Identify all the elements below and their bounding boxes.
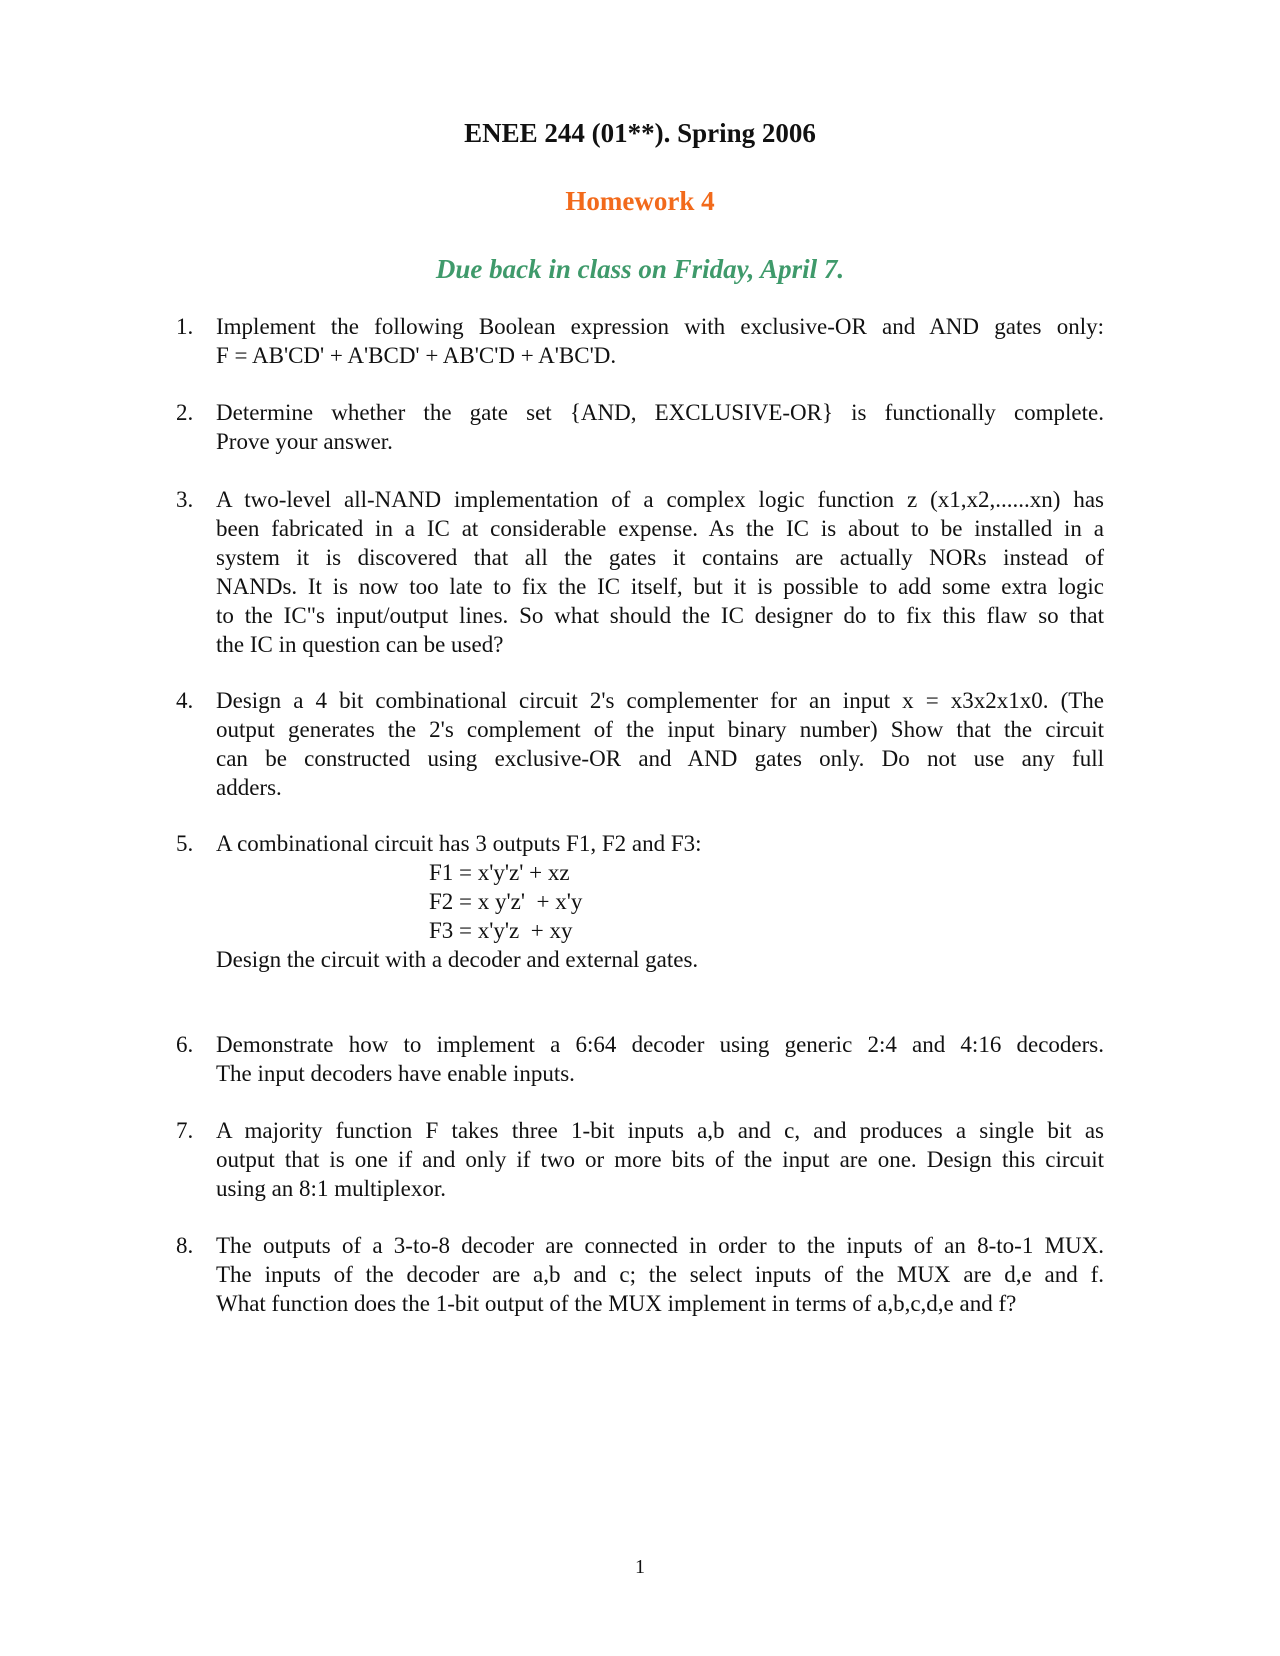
problem-line: the IC in question can be used? <box>216 632 504 657</box>
problem-line: A majority function F takes three 1-bit inputs a,b and c, and produces a single bit as <box>216 1118 1104 1143</box>
problem-line: to the IC"s input/output lines. So what should the IC designer do to fix this flaw so that <box>216 603 1104 628</box>
formula-f3: F3 = x'y'z + xy <box>429 918 573 943</box>
problem-line: Prove your answer. <box>216 429 393 454</box>
problem-line: output generates the 2's complement of the input binary number) Show that the circuit <box>216 717 1104 742</box>
problem-number: 2. <box>176 400 194 425</box>
problem-line: can be constructed using exclusive-OR and AND gates only. Do not use any full <box>216 746 1104 771</box>
problem-number: 5. <box>176 831 194 856</box>
problem-text <box>216 686 1104 802</box>
problem-line: The inputs of the decoder are a,b and c; the select inputs of the MUX are d,e and f. <box>216 1262 1104 1287</box>
homework-title: Homework 4 <box>565 186 715 216</box>
problem-line: adders. <box>216 775 282 800</box>
page-number: 1 <box>635 1556 645 1578</box>
formula-f2: F2 = x y'z' + x'y <box>429 889 583 914</box>
problem-line: A two-level all-NAND implementation of a complex logic function z (x1,x2,......xn) has <box>216 487 1104 512</box>
course-title: ENEE 244 (01**). Spring 2006 <box>464 118 816 148</box>
problem-line: Design a 4 bit combinational circuit 2's complementer for an input x = x3x2x1x0. (The <box>216 688 1104 713</box>
problem-line: Implement the following Boolean expression with exclusive-OR and AND gates only: <box>216 314 1104 339</box>
problem-line: using an 8:1 multiplexor. <box>216 1176 446 1201</box>
problem-text <box>216 398 1104 456</box>
problem-line: A combinational circuit has 3 outputs F1, F2 and F3: <box>216 831 702 856</box>
problem-line: F = AB'CD' + A'BCD' + AB'C'D + A'BC'D. <box>216 343 617 368</box>
problem-line: The input decoders have enable inputs. <box>216 1061 575 1086</box>
problem-line: Demonstrate how to implement a 6:64 decoder using generic 2:4 and 4:16 decoders. <box>216 1032 1104 1057</box>
problem-line: output that is one if and only if two or more bits of the input are one. Design this circuit <box>216 1147 1104 1172</box>
problem-text <box>216 1116 1104 1203</box>
problem-line: been fabricated in a IC at considerable expense. As the IC is about to be installed in a <box>216 516 1104 541</box>
problem-number: 6. <box>176 1032 194 1057</box>
problem-line: NANDs. It is now too late to fix the IC itself, but it is possible to add some extra logic <box>216 574 1104 599</box>
problem-5-instruction: Design the circuit with a decoder and external gates. <box>216 947 699 972</box>
due-date: Due back in class on Friday, April 7. <box>435 254 845 284</box>
formula-block <box>429 858 582 945</box>
problem-line: What function does the 1-bit output of the MUX implement in terms of a,b,c,d,e and f? <box>216 1291 1017 1316</box>
problem-line: Determine whether the gate set {AND, EXCLUSIVE-OR} is functionally complete. <box>216 400 1104 425</box>
problem-number: 8. <box>176 1233 194 1258</box>
problem-number: 1. <box>176 314 194 339</box>
problem-text <box>216 1030 1104 1088</box>
problem-number: 7. <box>176 1118 194 1143</box>
problem-text <box>216 1231 1104 1318</box>
problem-number: 4. <box>176 688 194 713</box>
problem-text <box>216 312 1104 370</box>
problem-line: system it is discovered that all the gates it contains are actually NORs instead of <box>216 545 1104 570</box>
problem-line: The outputs of a 3-to-8 decoder are connected in order to the inputs of an 8-to-1 MUX. <box>216 1233 1104 1258</box>
problem-text <box>216 829 1104 858</box>
problem-number: 3. <box>176 487 194 512</box>
formula-f1: F1 = x'y'z' + xz <box>429 860 570 885</box>
problem-text <box>216 485 1104 659</box>
